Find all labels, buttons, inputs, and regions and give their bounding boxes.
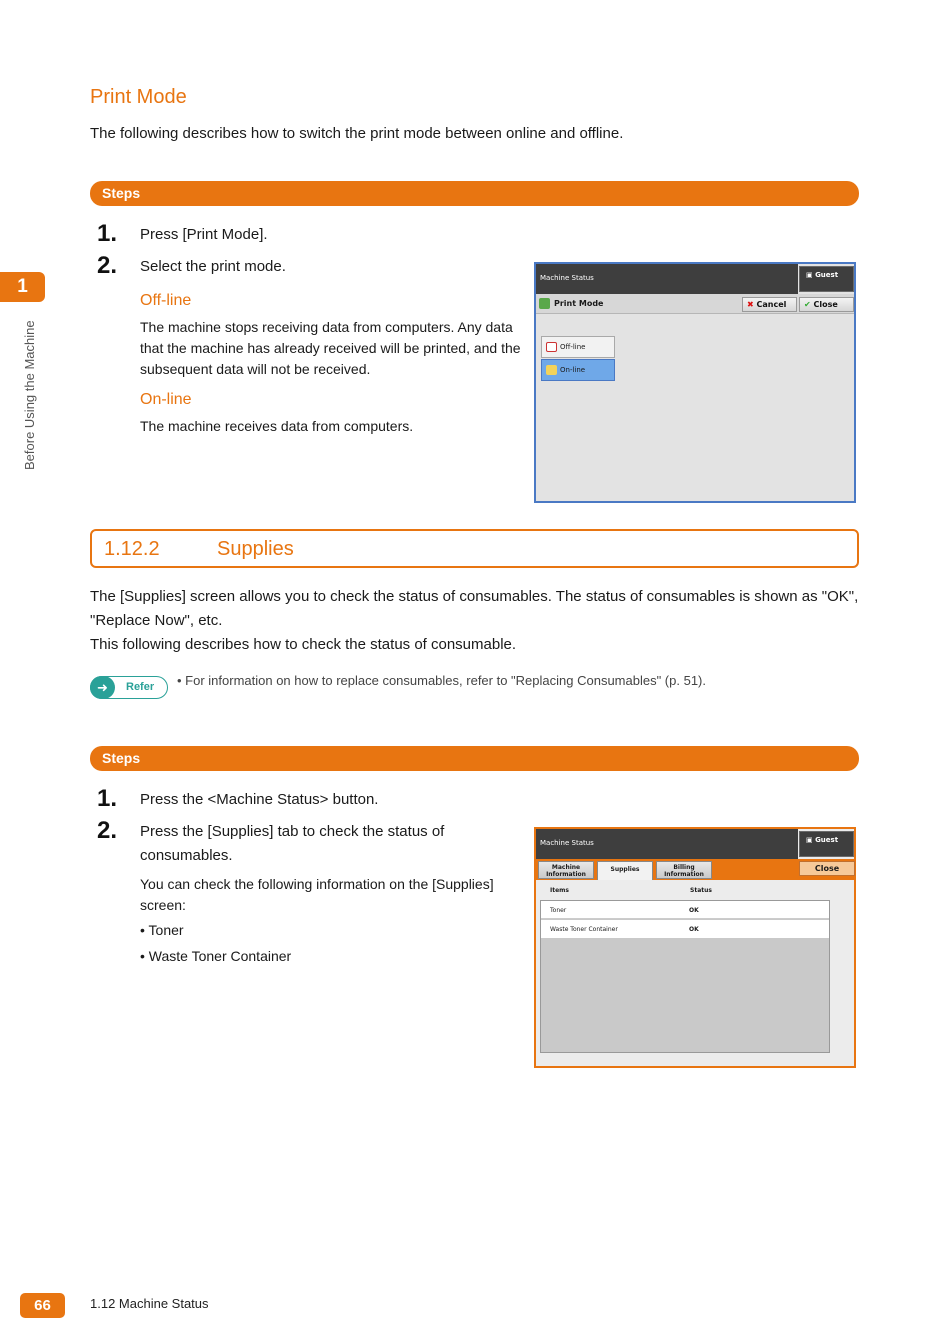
online-option-label: On-line [560, 366, 586, 374]
supplies-howto: This following describes how to check the status of consumable. [90, 636, 517, 653]
supplies-screenshot [534, 827, 856, 1068]
check-icon: ✔ [804, 300, 811, 309]
print-mode-screenshot [534, 262, 856, 503]
print-mode-intro: The following describes how to switch the print mode between online and offline. [90, 125, 624, 142]
col-status-header: Status [690, 887, 712, 894]
footer-section: 1.12 Machine Status [90, 1296, 209, 1311]
user-icon: ▣ [806, 271, 813, 279]
col-items-header: Items [550, 887, 569, 894]
list-item-text: Waste Toner Container [148, 948, 292, 964]
step-text: Press [Print Mode]. [140, 226, 268, 243]
row-status: OK [689, 907, 699, 914]
guest-label: Guest [815, 836, 839, 844]
title-bar [536, 829, 798, 859]
bullet-icon: • [140, 948, 149, 964]
row-item: Toner [550, 907, 567, 914]
list-item [140, 948, 291, 964]
step-text: Press the <Machine Status> button. [140, 791, 379, 808]
bullet-icon: • [140, 922, 149, 938]
mode-label: Print Mode [554, 299, 604, 308]
steps-bar: Steps [90, 746, 859, 771]
section-number: 1.12.2 [104, 538, 160, 560]
supplies-table [540, 900, 830, 1053]
refer-badge [90, 676, 168, 699]
online-option[interactable] [541, 359, 615, 381]
steps-bar: Steps [90, 181, 859, 206]
close-button[interactable] [799, 297, 854, 312]
step-number: 1. [97, 220, 118, 247]
refer-note-text: For information on how to replace consumables, refer to "Replacing Consumables" (p. 51). [185, 673, 706, 688]
online-icon [546, 365, 557, 375]
arrow-right-icon: ➜ [90, 676, 115, 699]
cancel-label: Cancel [756, 300, 787, 309]
offline-option-label: Off-line [560, 343, 586, 351]
cancel-icon: ✖ [747, 300, 754, 309]
tab-supplies[interactable]: Supplies [597, 861, 653, 881]
supplies-info: You can check the following information on the [Supplies] screen: [140, 876, 494, 913]
screen-title: Machine Status [540, 274, 594, 282]
chapter-tab: 1 [0, 272, 45, 302]
guest-label: Guest [815, 271, 839, 279]
close-label: Close [813, 300, 838, 309]
guest-button[interactable] [799, 831, 854, 857]
tab-billing-information[interactable]: Billing Information [656, 861, 712, 879]
title-bar [536, 264, 798, 294]
section-title: Supplies [217, 538, 294, 560]
offline-heading: Off-line [140, 292, 192, 309]
step-number: 1. [97, 785, 118, 812]
print-mode-icon [539, 298, 550, 309]
online-description: The machine receives data from computers. [140, 418, 414, 434]
supplies-description: The [Supplies] screen allows you to check the status of consumables. The status of consumables is shown as "OK", "Replace Now", etc. [90, 588, 859, 629]
section-header [90, 529, 859, 568]
offline-option[interactable] [541, 336, 615, 358]
cancel-button[interactable] [742, 297, 797, 312]
close-button[interactable]: Close [799, 861, 855, 876]
screen-title: Machine Status [540, 839, 594, 847]
tab-machine-information[interactable]: Machine Information [538, 861, 594, 879]
list-item [140, 922, 184, 938]
user-icon: ▣ [806, 836, 813, 844]
bullet-icon: • [177, 673, 186, 688]
step-text: Press the [Supplies] tab to check the status of consumables. [140, 823, 445, 864]
refer-label: Refer [126, 681, 155, 693]
guest-button[interactable] [799, 266, 854, 292]
table-row [541, 901, 829, 919]
online-heading: On-line [140, 391, 192, 408]
refer-note [177, 673, 706, 688]
page-number: 66 [20, 1293, 65, 1318]
step-text: Select the print mode. [140, 258, 286, 275]
content-area [536, 880, 854, 1066]
row-status: OK [689, 926, 699, 933]
step-number: 2. [97, 252, 118, 279]
offline-icon [546, 342, 557, 352]
table-row [541, 920, 829, 938]
step-number: 2. [97, 817, 118, 844]
print-mode-heading: Print Mode [90, 86, 187, 108]
chapter-label: Before Using the Machine [22, 320, 37, 470]
offline-description: The machine stops receiving data from computers. Any data that the machine has already received will be printed, and the subsequent data will not be received. [140, 319, 521, 377]
row-item: Waste Toner Container [550, 926, 618, 933]
list-item-text: Toner [148, 922, 184, 938]
